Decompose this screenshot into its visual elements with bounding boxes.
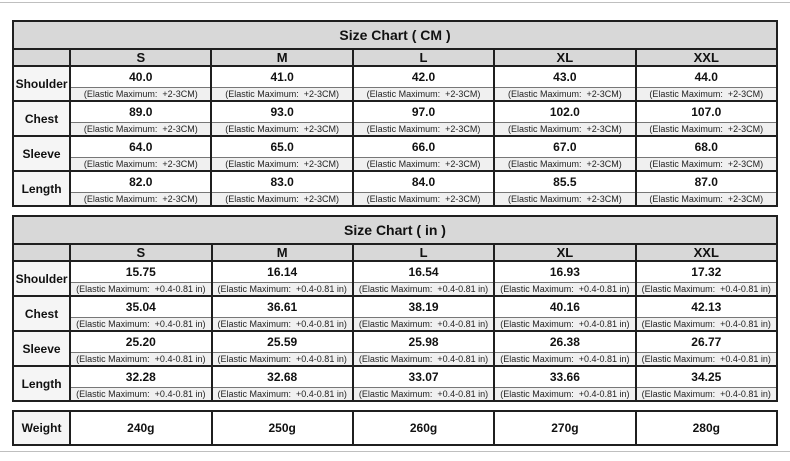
elastic-note-cell: (Elastic Maximum: +0.4-0.81 in) (353, 353, 494, 367)
size-value-cell: 64.0 (70, 136, 211, 158)
size-value-cell: 34.25 (636, 366, 777, 388)
size-value-cell: 89.0 (70, 101, 211, 123)
row-label-cell: Shoulder (13, 66, 70, 101)
elastic-note-cell: (Elastic Maximum: +2-3CM) (70, 88, 211, 102)
elastic-note-cell: (Elastic Maximum: +2-3CM) (494, 88, 635, 102)
measurement-value-row (13, 101, 777, 123)
size-column-header: M (212, 244, 353, 261)
size-value-cell: 85.5 (494, 171, 635, 193)
size-value-cell: 26.77 (636, 331, 777, 353)
size-value-cell: 38.19 (353, 296, 494, 318)
size-header-row (13, 49, 777, 66)
elastic-note-cell: (Elastic Maximum: +0.4-0.81 in) (636, 388, 777, 402)
size-chart-cm-table (12, 20, 778, 207)
elastic-note-row (13, 193, 777, 207)
elastic-note-row (13, 123, 777, 137)
elastic-note-cell: (Elastic Maximum: +2-3CM) (70, 123, 211, 137)
row-label-cell: Sleeve (13, 136, 70, 171)
size-value-cell: 36.61 (212, 296, 353, 318)
size-value-cell: 25.59 (212, 331, 353, 353)
corner-header-cell (13, 244, 70, 261)
size-value-cell: 83.0 (211, 171, 352, 193)
elastic-note-row (13, 318, 777, 332)
size-value-cell: 15.75 (70, 261, 211, 283)
size-value-cell: 33.07 (353, 366, 494, 388)
elastic-note-cell: (Elastic Maximum: +2-3CM) (353, 158, 494, 172)
elastic-note-cell: (Elastic Maximum: +2-3CM) (636, 88, 777, 102)
elastic-note-cell: (Elastic Maximum: +0.4-0.81 in) (636, 283, 777, 297)
elastic-note-cell: (Elastic Maximum: +0.4-0.81 in) (70, 283, 211, 297)
elastic-note-row (13, 283, 777, 297)
weight-value-cell: 240g (70, 411, 211, 445)
elastic-note-cell: (Elastic Maximum: +0.4-0.81 in) (212, 283, 353, 297)
size-value-cell: 16.14 (212, 261, 353, 283)
elastic-note-row (13, 88, 777, 102)
size-column-header: M (211, 49, 352, 66)
elastic-note-cell: (Elastic Maximum: +2-3CM) (494, 123, 635, 137)
size-value-cell: 42.13 (636, 296, 777, 318)
size-value-cell: 82.0 (70, 171, 211, 193)
measurement-value-row (13, 171, 777, 193)
size-value-cell: 65.0 (211, 136, 352, 158)
size-value-cell: 97.0 (353, 101, 494, 123)
size-value-cell: 44.0 (636, 66, 777, 88)
elastic-note-cell: (Elastic Maximum: +0.4-0.81 in) (212, 318, 353, 332)
size-column-header: S (70, 49, 211, 66)
size-value-cell: 35.04 (70, 296, 211, 318)
elastic-note-cell: (Elastic Maximum: +2-3CM) (211, 88, 352, 102)
elastic-note-cell: (Elastic Maximum: +2-3CM) (70, 158, 211, 172)
size-header-row (13, 244, 777, 261)
size-value-cell: 68.0 (636, 136, 777, 158)
size-chart-in-table (12, 215, 778, 402)
size-value-cell: 26.38 (494, 331, 635, 353)
size-value-cell: 93.0 (211, 101, 352, 123)
elastic-note-cell: (Elastic Maximum: +2-3CM) (211, 123, 352, 137)
weight-value-cell: 250g (212, 411, 353, 445)
elastic-note-row (13, 388, 777, 402)
size-value-cell: 17.32 (636, 261, 777, 283)
size-value-cell: 67.0 (494, 136, 635, 158)
top-divider-rule (0, 2, 790, 3)
corner-header-cell (13, 49, 70, 66)
elastic-note-cell: (Elastic Maximum: +0.4-0.81 in) (70, 388, 211, 402)
chart-title: Size Chart ( in ) (13, 216, 777, 244)
size-value-cell: 84.0 (353, 171, 494, 193)
size-column-header: L (353, 49, 494, 66)
size-value-cell: 40.0 (70, 66, 211, 88)
elastic-note-cell: (Elastic Maximum: +2-3CM) (353, 123, 494, 137)
elastic-note-cell: (Elastic Maximum: +0.4-0.81 in) (353, 283, 494, 297)
weight-label-cell: Weight (13, 411, 70, 445)
size-value-cell: 87.0 (636, 171, 777, 193)
elastic-note-cell: (Elastic Maximum: +2-3CM) (636, 193, 777, 207)
size-column-header: XL (494, 49, 635, 66)
weight-value-cell: 280g (636, 411, 777, 445)
elastic-note-cell: (Elastic Maximum: +0.4-0.81 in) (212, 353, 353, 367)
size-value-cell: 32.68 (212, 366, 353, 388)
elastic-note-cell: (Elastic Maximum: +2-3CM) (636, 158, 777, 172)
elastic-note-row (13, 158, 777, 172)
elastic-note-cell: (Elastic Maximum: +2-3CM) (494, 193, 635, 207)
row-label-cell: Length (13, 366, 70, 401)
elastic-note-cell: (Elastic Maximum: +0.4-0.81 in) (353, 318, 494, 332)
elastic-note-cell: (Elastic Maximum: +2-3CM) (211, 193, 352, 207)
size-column-header: XL (494, 244, 635, 261)
size-value-cell: 25.20 (70, 331, 211, 353)
size-column-header: XXL (636, 244, 777, 261)
chart-title-row (13, 216, 777, 244)
elastic-note-row (13, 353, 777, 367)
elastic-note-cell: (Elastic Maximum: +0.4-0.81 in) (494, 388, 635, 402)
elastic-note-cell: (Elastic Maximum: +0.4-0.81 in) (494, 353, 635, 367)
size-value-cell: 16.54 (353, 261, 494, 283)
size-value-cell: 41.0 (211, 66, 352, 88)
elastic-note-cell: (Elastic Maximum: +0.4-0.81 in) (212, 388, 353, 402)
size-column-header: S (70, 244, 211, 261)
size-column-header: XXL (636, 49, 777, 66)
weight-row (13, 411, 777, 445)
measurement-value-row (13, 66, 777, 88)
weight-value-cell: 260g (353, 411, 494, 445)
elastic-note-cell: (Elastic Maximum: +0.4-0.81 in) (636, 318, 777, 332)
elastic-note-cell: (Elastic Maximum: +2-3CM) (353, 193, 494, 207)
weight-table (12, 410, 778, 446)
measurement-value-row (13, 331, 777, 353)
size-value-cell: 40.16 (494, 296, 635, 318)
size-column-header: L (353, 244, 494, 261)
row-label-cell: Chest (13, 101, 70, 136)
chart-title: Size Chart ( CM ) (13, 21, 777, 49)
size-value-cell: 42.0 (353, 66, 494, 88)
weight-value-cell: 270g (494, 411, 635, 445)
row-label-cell: Shoulder (13, 261, 70, 296)
elastic-note-cell: (Elastic Maximum: +0.4-0.81 in) (70, 353, 211, 367)
elastic-note-cell: (Elastic Maximum: +2-3CM) (353, 88, 494, 102)
elastic-note-cell: (Elastic Maximum: +0.4-0.81 in) (353, 388, 494, 402)
bottom-divider-rule (0, 451, 790, 452)
measurement-value-row (13, 296, 777, 318)
size-chart-content (12, 20, 778, 446)
row-label-cell: Sleeve (13, 331, 70, 366)
size-value-cell: 25.98 (353, 331, 494, 353)
measurement-value-row (13, 261, 777, 283)
elastic-note-cell: (Elastic Maximum: +2-3CM) (70, 193, 211, 207)
elastic-note-cell: (Elastic Maximum: +2-3CM) (211, 158, 352, 172)
elastic-note-cell: (Elastic Maximum: +2-3CM) (636, 123, 777, 137)
elastic-note-cell: (Elastic Maximum: +0.4-0.81 in) (70, 318, 211, 332)
elastic-note-cell: (Elastic Maximum: +0.4-0.81 in) (494, 318, 635, 332)
elastic-note-cell: (Elastic Maximum: +0.4-0.81 in) (494, 283, 635, 297)
size-value-cell: 32.28 (70, 366, 211, 388)
elastic-note-cell: (Elastic Maximum: +0.4-0.81 in) (636, 353, 777, 367)
chart-title-row (13, 21, 777, 49)
elastic-note-cell: (Elastic Maximum: +2-3CM) (494, 158, 635, 172)
size-value-cell: 43.0 (494, 66, 635, 88)
size-value-cell: 33.66 (494, 366, 635, 388)
size-value-cell: 102.0 (494, 101, 635, 123)
measurement-value-row (13, 366, 777, 388)
measurement-value-row (13, 136, 777, 158)
size-value-cell: 16.93 (494, 261, 635, 283)
size-value-cell: 66.0 (353, 136, 494, 158)
row-label-cell: Length (13, 171, 70, 206)
row-label-cell: Chest (13, 296, 70, 331)
size-value-cell: 107.0 (636, 101, 777, 123)
